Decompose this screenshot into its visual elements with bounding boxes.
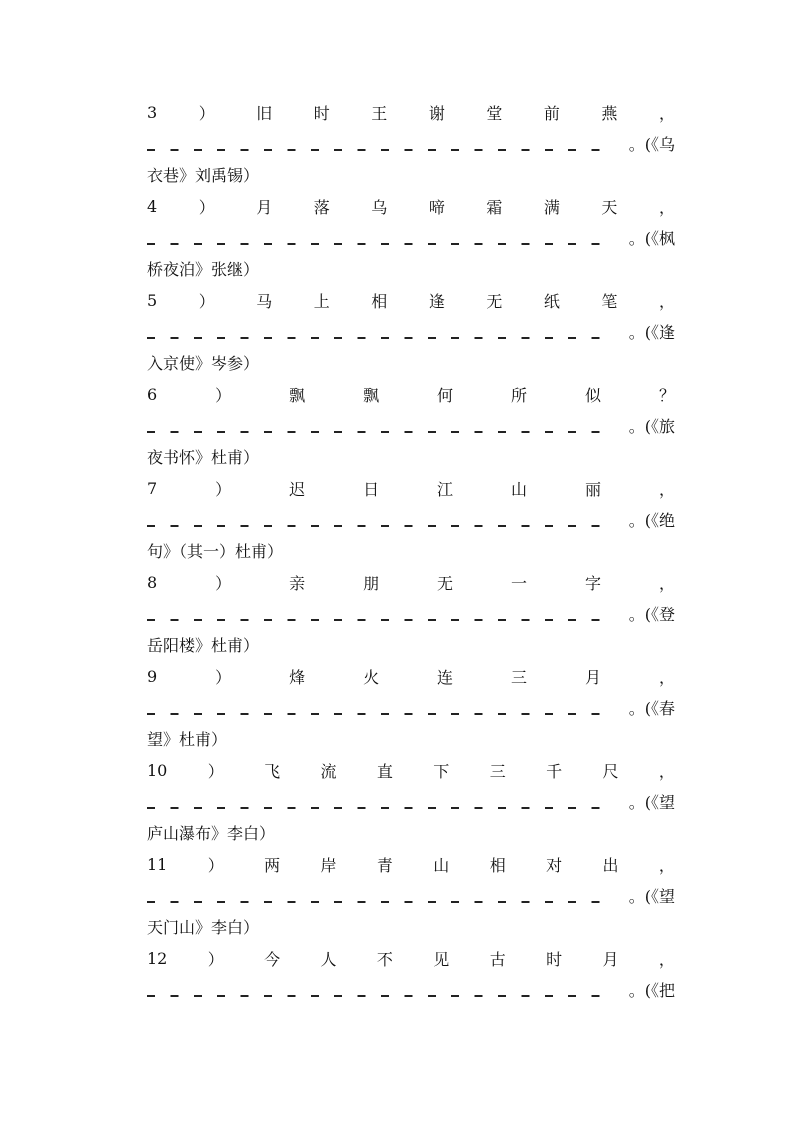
source-line: 岳阳楼》杜甫） xyxy=(147,636,260,655)
source-prefix: 。(《绝 xyxy=(628,511,675,530)
verse-char: 下 xyxy=(433,761,450,781)
verse-punctuation: ， xyxy=(658,667,675,687)
verse-char: 朋 xyxy=(363,573,380,593)
question-number: 11 xyxy=(147,854,168,874)
source-line: 句》（其一）杜甫） xyxy=(147,542,284,561)
verse-char: 江 xyxy=(437,479,454,499)
verse-char: 无 xyxy=(437,573,454,593)
question-item xyxy=(147,472,675,566)
verse-char: 古 xyxy=(489,949,506,969)
question-number: 9 xyxy=(147,666,158,686)
question-paren: ） xyxy=(198,291,215,311)
question-item xyxy=(147,754,675,848)
verse-char: 落 xyxy=(313,197,330,217)
verse-punctuation: ， xyxy=(658,103,675,123)
question-item xyxy=(147,378,675,472)
verse-char: 岸 xyxy=(320,855,337,875)
question-item xyxy=(147,566,675,660)
source-prefix: 。(《枫 xyxy=(628,229,675,248)
question-item xyxy=(147,660,675,754)
question-line xyxy=(147,96,675,128)
question-paren: ） xyxy=(215,573,232,593)
source-line: 入京使》岑参） xyxy=(147,354,260,373)
source-line: 夜书怀》杜甫） xyxy=(147,448,260,467)
question-line xyxy=(147,378,675,410)
source-prefix: 。(《望 xyxy=(628,887,675,906)
verse-char: 连 xyxy=(437,667,454,687)
verse-char: 纸 xyxy=(543,291,560,311)
question-number: 6 xyxy=(147,384,158,404)
verse-char: 两 xyxy=(264,855,281,875)
verse-char: 马 xyxy=(256,291,273,311)
verse-char: 火 xyxy=(363,667,380,687)
verse-punctuation: ， xyxy=(658,291,675,311)
question-number: 12 xyxy=(147,948,168,968)
worksheet xyxy=(147,96,675,1005)
answer-blank[interactable] xyxy=(147,619,613,621)
source-prefix: 。(《把 xyxy=(628,981,675,1000)
answer-line xyxy=(147,598,675,629)
answer-line xyxy=(147,504,675,535)
question-number: 8 xyxy=(147,572,158,592)
answer-line xyxy=(147,692,675,723)
question-number: 4 xyxy=(147,196,158,216)
verse-char: 啼 xyxy=(428,197,445,217)
answer-line xyxy=(147,316,675,347)
question-item xyxy=(147,942,675,1005)
question-item xyxy=(147,848,675,942)
source-line: 庐山瀑布》李白） xyxy=(147,824,276,843)
answer-blank[interactable] xyxy=(147,149,613,151)
verse-char: 时 xyxy=(546,949,563,969)
verse-char: 何 xyxy=(437,385,454,405)
verse-char: 堂 xyxy=(486,103,503,123)
verse-char: 旧 xyxy=(256,103,273,123)
verse-char: 烽 xyxy=(289,667,306,687)
question-paren: ） xyxy=(207,949,224,969)
answer-blank[interactable] xyxy=(147,337,613,339)
verse-punctuation: ？ xyxy=(658,385,675,405)
question-line xyxy=(147,660,675,692)
verse-char: 时 xyxy=(313,103,330,123)
question-paren: ） xyxy=(215,667,232,687)
verse-char: 满 xyxy=(543,197,560,217)
question-paren: ） xyxy=(198,197,215,217)
verse-punctuation: ， xyxy=(658,479,675,499)
verse-char: 乌 xyxy=(371,197,388,217)
verse-char: 见 xyxy=(433,949,450,969)
source-line: 天门山》李白） xyxy=(147,918,260,937)
verse-char: 月 xyxy=(584,667,601,687)
question-line xyxy=(147,284,675,316)
verse-char: 出 xyxy=(602,855,619,875)
verse-char: 青 xyxy=(376,855,393,875)
source-line: 桥夜泊》张继） xyxy=(147,260,260,279)
verse-char: 流 xyxy=(320,761,337,781)
question-line xyxy=(147,754,675,786)
answer-blank[interactable] xyxy=(147,807,613,809)
question-item xyxy=(147,96,675,190)
verse-char: 相 xyxy=(489,855,506,875)
verse-char: 相 xyxy=(371,291,388,311)
source-line: 望》杜甫） xyxy=(147,730,228,749)
answer-line xyxy=(147,880,675,911)
verse-char: 山 xyxy=(511,479,528,499)
answer-line xyxy=(147,222,675,253)
source-prefix: 。(《登 xyxy=(628,605,675,624)
answer-blank[interactable] xyxy=(147,525,613,527)
verse-char: 笔 xyxy=(601,291,618,311)
verse-char: 燕 xyxy=(601,103,618,123)
verse-char: 似 xyxy=(584,385,601,405)
answer-line xyxy=(147,974,675,1005)
question-item xyxy=(147,190,675,284)
verse-char: 一 xyxy=(511,573,528,593)
answer-blank[interactable] xyxy=(147,431,613,433)
question-number: 3 xyxy=(147,102,158,122)
verse-char: 迟 xyxy=(289,479,306,499)
verse-punctuation: ， xyxy=(658,761,675,781)
question-line xyxy=(147,566,675,598)
verse-char: 丽 xyxy=(584,479,601,499)
verse-punctuation: ， xyxy=(658,197,675,217)
verse-char: 无 xyxy=(486,291,503,311)
verse-char: 千 xyxy=(546,761,563,781)
answer-blank[interactable] xyxy=(147,901,613,903)
source-prefix: 。(《逢 xyxy=(628,323,675,342)
verse-char: 月 xyxy=(256,197,273,217)
verse-char: 飞 xyxy=(264,761,281,781)
verse-char: 霜 xyxy=(486,197,503,217)
question-line xyxy=(147,472,675,504)
verse-char: 三 xyxy=(511,667,528,687)
question-paren: ） xyxy=(198,103,215,123)
source-prefix: 。(《乌 xyxy=(628,135,675,154)
answer-blank[interactable] xyxy=(147,995,613,997)
verse-char: 山 xyxy=(433,855,450,875)
question-line xyxy=(147,942,675,974)
verse-char: 飘 xyxy=(363,385,380,405)
verse-char: 逢 xyxy=(428,291,445,311)
verse-char: 日 xyxy=(363,479,380,499)
verse-char: 不 xyxy=(376,949,393,969)
question-paren: ） xyxy=(215,479,232,499)
verse-char: 前 xyxy=(543,103,560,123)
verse-char: 王 xyxy=(371,103,388,123)
verse-char: 所 xyxy=(511,385,528,405)
answer-line xyxy=(147,128,675,159)
question-line xyxy=(147,848,675,880)
question-paren: ） xyxy=(207,761,224,781)
question-paren: ） xyxy=(207,855,224,875)
verse-char: 对 xyxy=(546,855,563,875)
answer-line xyxy=(147,410,675,441)
verse-char: 尺 xyxy=(602,761,619,781)
verse-char: 上 xyxy=(313,291,330,311)
verse-char: 天 xyxy=(601,197,618,217)
verse-char: 谢 xyxy=(428,103,445,123)
verse-char: 月 xyxy=(602,949,619,969)
question-paren: ） xyxy=(215,385,232,405)
source-prefix: 。(《春 xyxy=(628,699,675,718)
answer-blank[interactable] xyxy=(147,713,613,715)
verse-char: 飘 xyxy=(289,385,306,405)
answer-blank[interactable] xyxy=(147,243,613,245)
verse-char: 直 xyxy=(376,761,393,781)
verse-punctuation: ， xyxy=(658,573,675,593)
verse-punctuation: ， xyxy=(658,855,675,875)
verse-char: 亲 xyxy=(289,573,306,593)
verse-char: 字 xyxy=(584,573,601,593)
question-item xyxy=(147,284,675,378)
question-number: 10 xyxy=(147,760,168,780)
verse-punctuation: ， xyxy=(658,949,675,969)
question-number: 5 xyxy=(147,290,158,310)
verse-char: 今 xyxy=(264,949,281,969)
verse-char: 三 xyxy=(489,761,506,781)
question-number: 7 xyxy=(147,478,158,498)
verse-char: 人 xyxy=(320,949,337,969)
answer-line xyxy=(147,786,675,817)
question-line xyxy=(147,190,675,222)
source-prefix: 。(《旅 xyxy=(628,417,675,436)
source-line: 衣巷》刘禹锡） xyxy=(147,166,260,185)
source-prefix: 。(《望 xyxy=(628,793,675,812)
